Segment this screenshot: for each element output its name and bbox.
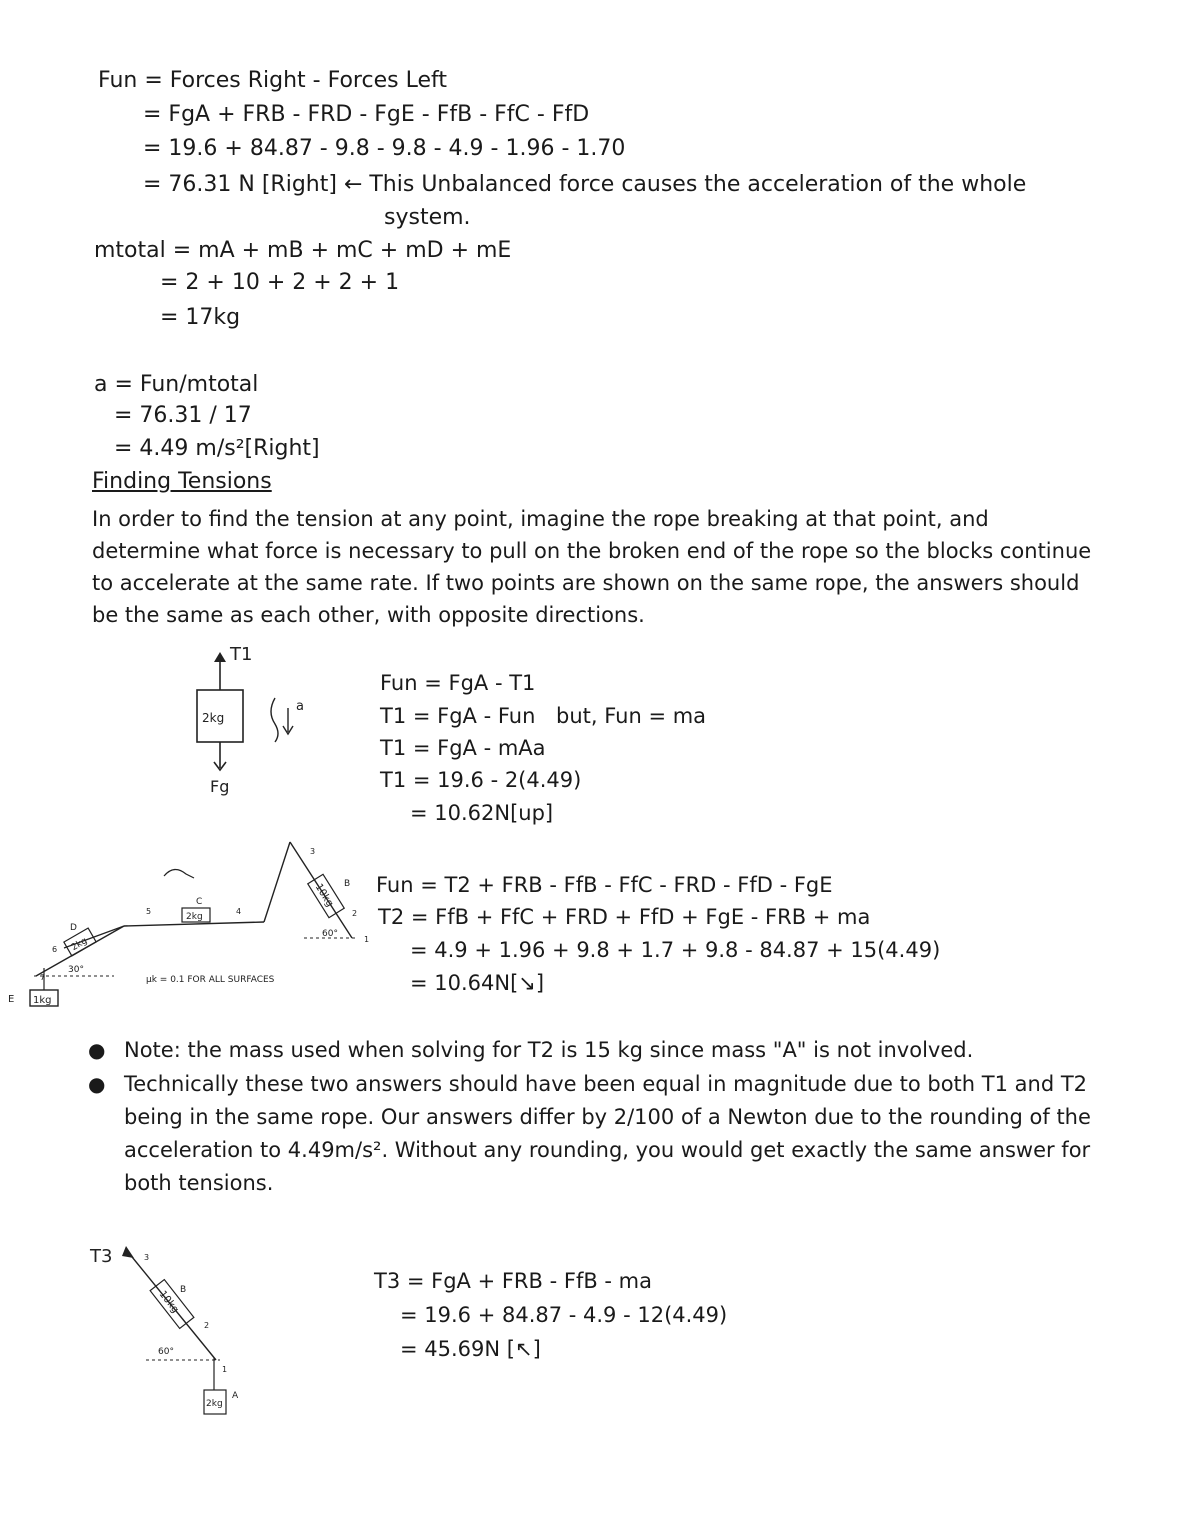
note-text: Technically these two answers should have been equal in magnitude due to both T1 and T2 being in the same rope. Our answers differ by 2/100 of a Newton due to the rounding of the acceleration to 4.49m/s². Without any rounding, you would get exactly the same answer for both tensions.	[124, 1072, 1091, 1195]
t3-result: = 45.69N [↖]	[400, 1337, 541, 1361]
point-label: 7	[40, 973, 46, 982]
t2-equation: Fun = T2 + FRB - FfB - FfC - FRD - FfD - FgE	[376, 873, 833, 897]
diagram-hanging-block	[180, 640, 320, 800]
t3-equation: = 19.6 + 84.87 - 4.9 - 12(4.49)	[400, 1303, 728, 1327]
block-e-mass: 1kg	[33, 995, 52, 1006]
block-b-letter: B	[180, 1285, 187, 1295]
angle-60: 60°	[158, 1347, 174, 1357]
angle-60: 60°	[322, 929, 338, 939]
equation-line: = 17kg	[160, 305, 241, 330]
block-c-letter: C	[196, 897, 203, 907]
point-label: 5	[146, 907, 152, 916]
point-label: 2	[352, 909, 358, 918]
equation-mtotal: mtotal = mA + mB + mC + mD + mE	[94, 238, 512, 263]
equation-line: = 76.31 / 17	[114, 403, 252, 428]
bullet-icon: ●	[88, 1038, 106, 1062]
t2-equation: T2 = FfB + FfC + FRD + FfD + FgE - FRB + ma	[378, 905, 871, 929]
block-d-mass: 2kg	[69, 936, 90, 954]
point-label: 4	[236, 907, 242, 916]
block-mass-label: 2kg	[202, 711, 225, 725]
t1-result: = 10.62N[up]	[410, 801, 554, 825]
point-label: 3	[310, 847, 316, 856]
equation-accel: a = Fun/mtotal	[94, 372, 259, 397]
note-item	[88, 1068, 1091, 1202]
block-b-mass: 10kg	[156, 1288, 181, 1316]
block-e-letter: E	[8, 994, 15, 1005]
equation-line: = 19.6 + 84.87 - 9.8 - 9.8 - 4.9 - 1.96 - 1.70	[143, 136, 626, 161]
t1-equation: T1 = FgA - mAa	[380, 736, 546, 760]
point-label: 3	[144, 1253, 150, 1262]
block-a-letter: A	[232, 1391, 239, 1401]
point-label: 6	[52, 945, 58, 954]
t1-equation-note: but, Fun = ma	[556, 704, 707, 728]
point-label: 1	[222, 1365, 228, 1374]
block-b-mass: 10kg	[312, 882, 336, 909]
point-label: 2	[204, 1321, 210, 1330]
t2-equation: = 4.9 + 1.96 + 9.8 + 1.7 + 9.8 - 84.87 + 15(4.49)	[410, 938, 941, 962]
block-a-mass: 2kg	[206, 1399, 223, 1409]
note-item	[88, 1034, 1088, 1068]
t1-label: T1	[230, 644, 253, 665]
point-label: 1	[364, 935, 370, 944]
t1-equation: Fun = FgA - T1	[380, 671, 536, 695]
instruction-paragraph	[92, 503, 1102, 631]
equation-line: = 2 + 10 + 2 + 2 + 1	[160, 270, 400, 295]
block-b-letter: B	[344, 879, 351, 889]
equation-line: system.	[384, 205, 471, 230]
block-c-mass: 2kg	[186, 912, 203, 922]
angle-30: 30°	[68, 965, 84, 975]
t1-equation: T1 = 19.6 - 2(4.49)	[380, 768, 582, 792]
paragraph-text: In order to find the tension at any point, imagine the rope breaking at that point, and determine what force is necessary to pull on the broken end of the rope so the blocks continue to accelerate at the same rate. If two points are shown on the same rope, the answers should be the same as each other, with opposite directions.	[92, 507, 1092, 627]
section-heading: Finding Tensions	[92, 469, 272, 494]
t3-label: T3	[90, 1246, 113, 1267]
fg-label: Fg	[210, 777, 230, 796]
friction-note: μk = 0.1 FOR ALL SURFACES	[146, 975, 275, 985]
equation-line: = 76.31 N [Right] ← This Unbalanced force causes the acceleration of the whole	[143, 172, 1027, 197]
equation-line: = 4.49 m/s²[Right]	[114, 436, 320, 461]
block-d-letter: D	[70, 923, 77, 933]
t1-equation: T1 = FgA - Fun	[380, 704, 536, 728]
equation-fun: Fun = Forces Right - Forces Left	[98, 68, 447, 93]
t2-result: = 10.64N[↘]	[410, 971, 545, 995]
equation-line: = FgA + FRB - FRD - FgE - FfB - FfC - FfD	[143, 102, 590, 127]
bullet-icon: ●	[88, 1072, 106, 1096]
t3-equation: T3 = FgA + FRB - FfB - ma	[374, 1269, 652, 1293]
a-label: a	[296, 699, 304, 714]
diagram-t3	[86, 1232, 306, 1432]
note-text: Note: the mass used when solving for T2 is 15 kg since mass "A" is not involved.	[124, 1038, 974, 1062]
diagram-pulley-system	[4, 830, 384, 1020]
